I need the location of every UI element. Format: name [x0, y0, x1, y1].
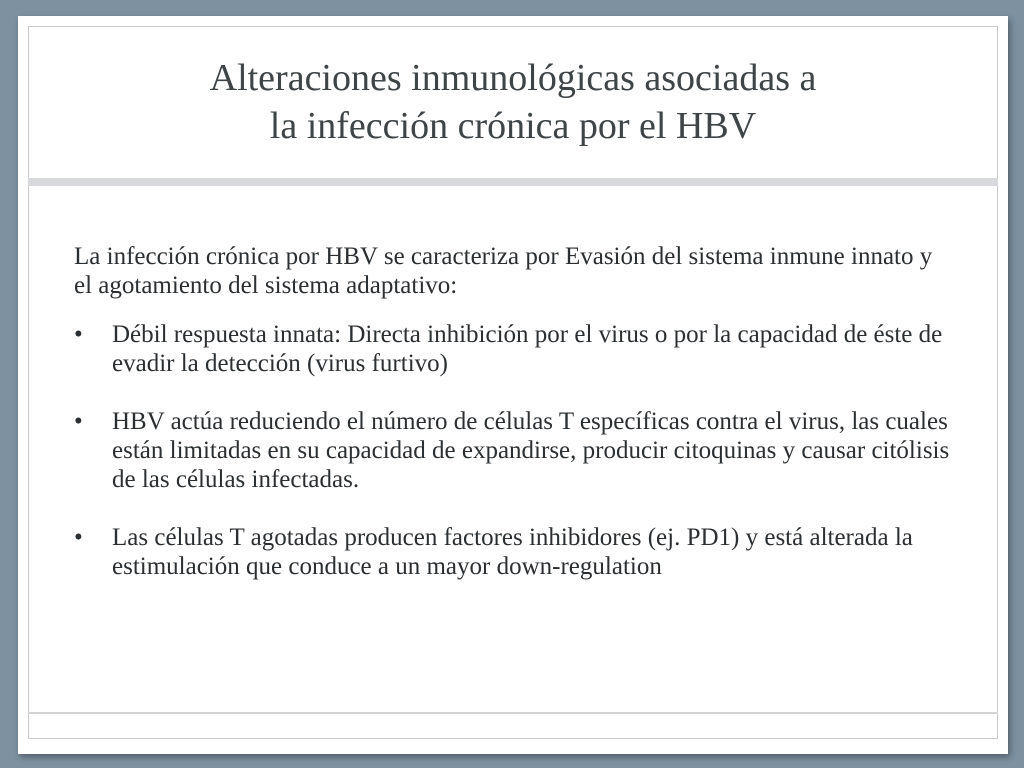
- intro-paragraph: La infección crónica por HBV se caracteriza por Evasión del sistema inmune innato y el agotamiento del sistema adaptativo:: [74, 243, 933, 299]
- bullet-text: Las células T agotadas producen factores inhibidores (ej. PD1) y está alterada la estimulación que conduce a un mayor down-regulation: [112, 524, 913, 580]
- slide: [18, 16, 1008, 754]
- bullet-text: HBV actúa reduciendo el número de células T específicas contra el virus, las cuales están limitadas en su capacidad de expandirse, producir citoquinas y causar citólisis de las células infectadas.: [112, 408, 950, 493]
- bullet-item: [74, 320, 954, 378]
- slide-title-line-2: la infección crónica por el HBV: [269, 105, 757, 147]
- bullet-icon: •: [74, 321, 83, 348]
- footer-frame: [28, 714, 998, 739]
- bullet-icon: •: [74, 524, 83, 551]
- title-divider: [28, 178, 998, 186]
- bullet-item: [74, 407, 954, 494]
- bullet-text: Débil respuesta innata: Directa inhibición por el virus o por la capacidad de éste de evadir la detección (virus furtivo): [112, 321, 943, 377]
- slide-title-line-1: Alteraciones inmunológicas asociadas a: [209, 57, 817, 99]
- slide-body: [74, 242, 954, 610]
- slide-title: [38, 54, 988, 150]
- bullet-item: [74, 523, 954, 581]
- bullet-list: [74, 320, 954, 581]
- bullet-icon: •: [74, 408, 83, 435]
